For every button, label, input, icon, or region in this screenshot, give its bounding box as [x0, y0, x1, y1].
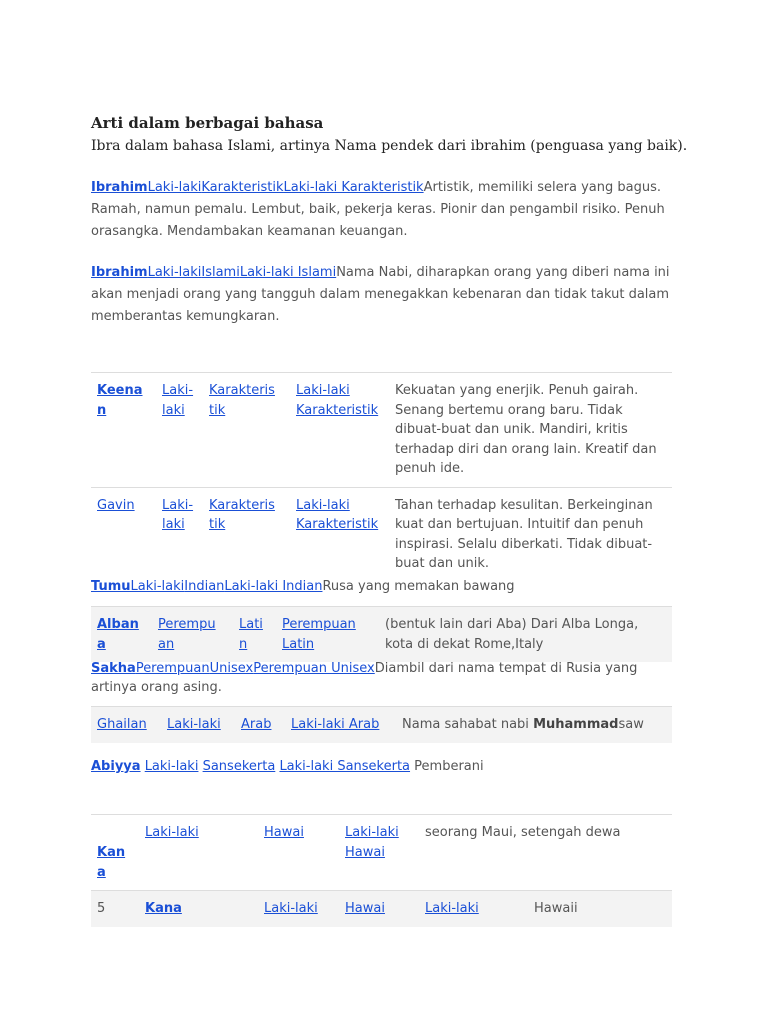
name-link[interactable]: Keena n — [97, 383, 143, 418]
combo-link[interactable]: Laki-laki Islami — [239, 265, 337, 280]
entry-tumu — [91, 577, 681, 596]
origin-link[interactable]: Karakteris tik — [209, 383, 275, 418]
name-link[interactable]: Ghailan — [97, 717, 147, 732]
gender-link[interactable]: Laki-laki — [144, 759, 199, 774]
entry-description: Pemberani — [414, 759, 484, 774]
entry-description: Nama Nabi, diharapkan orang yang diberi nama ini akan menjadi orang yang tangguh dalam menegakkan kebenaran dan tidak takut dalam memberantas kemungkaran. — [91, 265, 670, 324]
section-subline: Ibra dalam bahasa Islami, artinya Nama pendek dari ibrahim (penguasa yang baik). — [91, 138, 688, 154]
gender-link[interactable]: Laki-laki — [264, 901, 318, 916]
origin-link[interactable]: Islami — [201, 265, 240, 280]
entry-description: Artistik, memiliki selera yang bagus. Ramah, namun pemalu. Lembut, baik, pekerja keras. Pionir dan pengambil risiko. Penuh orasangka. Mendambakan keamanan keuangan. — [91, 180, 665, 239]
entry-sakha — [91, 659, 681, 697]
entry-ibrahim-islami — [91, 262, 681, 328]
name-link[interactable]: Gavin — [97, 497, 135, 513]
origin-link[interactable]: Arab — [241, 717, 272, 732]
table-row — [91, 815, 672, 891]
entry-ibrahim-karakteristik — [91, 177, 681, 243]
table-row — [91, 487, 672, 582]
origin-link[interactable]: Hawai — [345, 901, 385, 916]
entry-description: seorang Maui, setengah dewa — [419, 815, 672, 891]
gender-link[interactable]: Laki- laki — [162, 497, 194, 532]
row-number: 5 — [91, 891, 139, 927]
origin-link[interactable]: Hawai — [264, 825, 304, 840]
entry-description: (bentuk lain dari Aba) Dari Alba Longa, kota di dekat Rome,Italy — [379, 607, 672, 663]
combo-link[interactable]: Laki-laki Arab — [291, 717, 380, 732]
gender-link[interactable]: Perempu an — [158, 617, 216, 652]
name-link[interactable]: Sakha — [91, 661, 136, 676]
gender-link[interactable]: Laki-laki — [147, 265, 202, 280]
entry-description: Nama sahabat nabi Muhammadsaw — [396, 707, 672, 743]
name-link[interactable]: Tumu — [91, 579, 131, 594]
entry-abiyya — [91, 757, 681, 776]
origin-link[interactable]: Indian — [184, 579, 225, 594]
combo-link[interactable]: Laki-laki Karakteristik — [283, 180, 424, 195]
combo-link[interactable]: Laki-laki Sansekerta — [279, 759, 411, 774]
names-table-2 — [91, 814, 672, 927]
name-link[interactable]: Kana — [145, 901, 182, 916]
names-table-albana — [91, 606, 672, 662]
name-link[interactable]: Kan a — [97, 845, 126, 880]
names-table-1 — [91, 372, 672, 582]
gender-link[interactable]: Laki-laki — [145, 825, 199, 840]
origin-link[interactable]: Karakteris tik — [209, 497, 275, 532]
section-heading: Arti dalam berbagai bahasa — [91, 114, 324, 132]
combo-link[interactable]: Laki-laki Karakteristik — [296, 383, 379, 418]
origin-link[interactable]: Karakteristik — [201, 180, 284, 195]
gender-link[interactable]: Laki- laki — [162, 383, 194, 418]
combo-link[interactable]: Laki-laki Karakteristik — [296, 497, 379, 532]
table-row — [91, 891, 672, 927]
entry-description: Tahan terhadap kesulitan. Berkeinginan kuat dan bertujuan. Intuitif dan penuh inspirasi. Selalu diberkati. Tidak dibuat-buat dan unik. — [389, 487, 672, 582]
entry-description: Rusa yang memakan bawang — [322, 579, 515, 594]
origin-link[interactable]: Sansekerta — [202, 759, 276, 774]
gender-link[interactable]: Laki-laki — [167, 717, 221, 732]
name-link[interactable]: Abiyya — [91, 759, 141, 774]
table-row — [91, 707, 672, 743]
table-row — [91, 373, 672, 488]
combo-link[interactable]: Perempuan Unisex — [253, 661, 375, 676]
name-link[interactable]: Ibrahim — [91, 265, 148, 280]
entry-description: Kekuatan yang enerjik. Penuh gairah. Senang bertemu orang baru. Tidak dibuat-buat dan unik. Mandiri, kritis terhadap diri dan orang lain. Kreatif dan penuh ide. — [389, 373, 672, 488]
combo-link[interactable]: Laki-laki Hawai — [345, 825, 399, 860]
gender-link[interactable]: Laki-laki — [130, 579, 185, 594]
names-table-ghailan — [91, 706, 672, 743]
name-link[interactable]: Ibrahim — [91, 180, 148, 195]
origin-link[interactable]: Lati n — [239, 617, 263, 652]
combo-link[interactable]: Laki-laki Indian — [224, 579, 323, 594]
origin-link[interactable]: Unisex — [209, 661, 254, 676]
entry-description: Hawaii — [528, 891, 672, 927]
combo-link[interactable]: Perempuan Latin — [282, 617, 356, 652]
entry-description: Diambil dari nama tempat di Rusia yang artinya orang asing. — [91, 661, 638, 695]
gender-link[interactable]: Perempuan — [135, 661, 210, 676]
combo-link[interactable]: Laki-laki — [425, 901, 479, 916]
table-row — [91, 607, 672, 663]
gender-link[interactable]: Laki-laki — [147, 180, 202, 195]
name-link[interactable]: Alban a — [97, 617, 139, 652]
